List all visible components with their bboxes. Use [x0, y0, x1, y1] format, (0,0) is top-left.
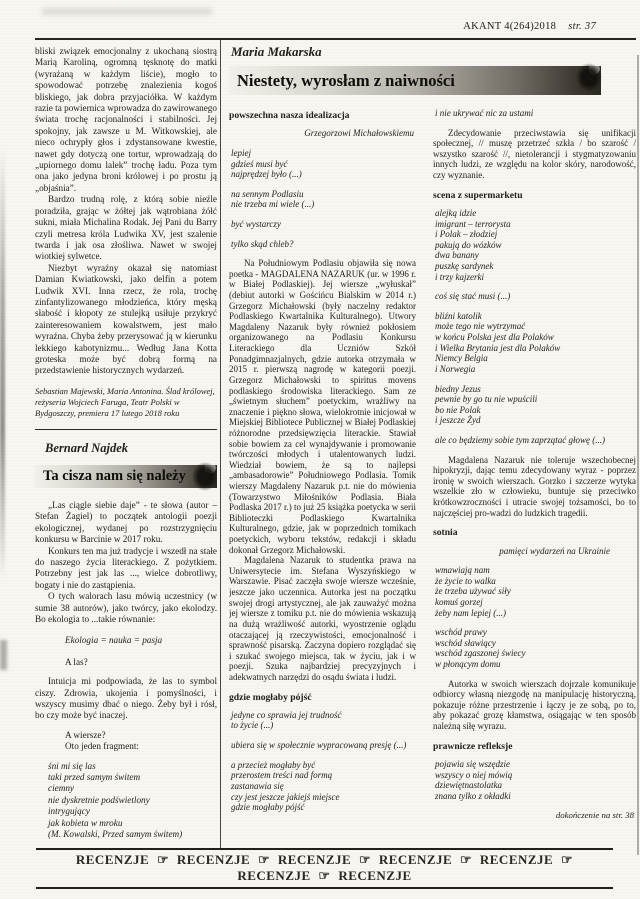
- paragraph: Niezbyt wyraźny okazał się natomiast Damian Kwiatkowski, jako delfin a potem Ludwik XVI. Inna rzecz, że rola, trochę zinfantylizowanego młodzieńca, który męską słabość i kłopoty ze stulejką usiłuje przykryć zainteresowaniem kowalstwem, jest mało wyraźna. Chyba żeby przerysować ją w kierunku lekkiego kabotynizmu... Według Jana Kotta groteska może być dobrą formą na przedstawienie historycznych wydarzeń.: [35, 262, 217, 376]
- poem-line: pojawia się wszędzie: [435, 758, 511, 769]
- question-line: A wiersze?: [65, 729, 106, 740]
- main-column-2: [433, 108, 636, 848]
- theatre-review-body: [35, 46, 217, 377]
- poem-line: to życie (...): [231, 720, 274, 731]
- poem-line: biedny Jezus: [435, 383, 481, 394]
- poem-line: ubiera się w społecznie wypracowaną presję (...): [231, 740, 407, 751]
- poem-line: i nie ukrywać nic za ustami: [435, 108, 534, 118]
- page-number: str. 37: [568, 21, 596, 32]
- article-title: Ta cisza nam się należy: [43, 467, 186, 484]
- paragraph: Autorka w swoich wierszach dojrzale komunikuje odbiorcy własną niezgodę na manipulację historyczną, pokazuje różne przestrzenie i łączy je ze sobą, po to, aby pokazać grozę kłamstwa, osiągając w ten sposób należną siłę wyrazu.: [433, 678, 636, 732]
- poem-line: a przecież mogłaby być: [231, 759, 316, 770]
- poem-line: lepiej: [231, 147, 251, 158]
- poem-line: i Polak – złodziej: [435, 229, 498, 240]
- poem-line: że życie to walka: [435, 575, 496, 586]
- poem-stanza: [435, 627, 636, 669]
- equation-line: Ekologia = nauka = pasja: [65, 635, 163, 646]
- continuation-note: dokończenie na str. 38: [555, 810, 634, 821]
- scan-artifact-lower-smudge: [0, 640, 7, 670]
- paragraph: Intuicja mi podpowiada, że las to symbol ciszy. Zdrowia, ukojenia i pomyślności, i wszyscy musimy dbać o niego. Żeby był i rósł, bo czy może być inaczej.: [35, 676, 217, 721]
- poem-line: zastanawia się: [231, 780, 284, 791]
- poem-line: coś się stać musi (...): [435, 291, 511, 302]
- article-title-bar: [35, 465, 217, 488]
- poem-line: gdzieś musi być: [231, 158, 288, 169]
- paragraph: Konkurs ten ma już tradycje i wszedł na stałe do naszego życia literackiego. Z pożytkiem. Potrzebny jest jak las ..., wielce dobrotliwy, bogaty i nie do zastąpienia.: [35, 545, 217, 590]
- poem-stanza: [435, 384, 636, 426]
- theatre-review-credit: Sebastian Majewski, Maria Antonina. Ślad królowej, reżyseria Wojciech Faruga, Teatr Polski w Bydgoszczy, premiera 17 lutego 2018 roku: [35, 385, 215, 418]
- main-article-title-bar: [229, 66, 601, 95]
- poem-stanza: [231, 760, 416, 813]
- poem-line: może tego nie wytrzymać: [435, 321, 526, 332]
- poem-heading: prawnicze refleksje: [433, 740, 513, 752]
- poem-line: znana tylko z okładki: [435, 790, 511, 801]
- article-author: Bernard Najdek: [45, 441, 128, 456]
- poem-stanza: [435, 208, 636, 282]
- poem-heading: sotnia: [433, 527, 458, 539]
- poem-line: śni mi się las: [48, 760, 96, 771]
- poem-stanza: [435, 311, 636, 375]
- poem-line: przerostem treści nad formą: [231, 770, 333, 781]
- article-separator-rule: [35, 429, 217, 431]
- poem-line: gdzie mogłaby pójść: [231, 802, 305, 813]
- header-rule: [35, 38, 636, 40]
- poem-line: w końcu Polska jest dla Polaków: [435, 332, 554, 343]
- poem-stanza: [231, 148, 416, 180]
- paragraph: Zdecydowanie przeciwstawia się unifikacji społecznej, // muszę przetrzeć szkła / bo szarość / wszystko szarość //, nietolerancji i stygmatyzowaniu innych ludzi, ze względu na kolor skóry, narodowość, czy wyznanie.: [433, 127, 636, 181]
- paragraph: „Las ciągle siebie daje” - te słowa (autor – Stefan Żagiel) to początek antologii poezji ekologicznej, wydanej po rozstrzygnięciu konkursu w Barcinie w 2017 roku.: [35, 499, 217, 545]
- poem-line: wschód prawy: [435, 627, 487, 638]
- poem-stanza: [435, 759, 636, 801]
- poem-line: i trzy kajzerki: [435, 271, 484, 282]
- poem-line: alejką idzie: [435, 207, 477, 218]
- paragraph: Bardzo trudną rolę, z którą sobie nieźle poradziła, grając w żółtej jak wątrobiana żółć sukni, miała Michalina Rodak. Jej Pani du Barry czyli metresa króla Ludwika XV, jest szalenie twarda i jak osa złośliwa. Nawet w swojej wiotkiej sylwetce.: [35, 194, 217, 262]
- poem-line: ale co będziemy sobie tym zaprzątać głowę (...): [435, 434, 605, 445]
- poem-line: i Wielka Brytania jest dla Polaków: [435, 342, 561, 353]
- poem-line: (M. Kowalski, Przed samym świtem): [48, 829, 183, 840]
- poem-line: pewnie by go tu nie wpuścili: [435, 394, 538, 405]
- poem-line: że trzeba używać siły: [435, 586, 511, 597]
- main-article: [229, 44, 636, 848]
- poem-stanza: [435, 435, 636, 446]
- poem-line: ciemny: [48, 783, 75, 794]
- poem-stanza: [231, 189, 416, 210]
- poem-line: bo nie Polak: [435, 404, 481, 415]
- recenzje-text: RECENZJE ☞ RECENZJE ☞ RECENZJE ☞ RECENZJE ☞ RECENZJE ☞ RECENZJE ☞ RECENZJE: [75, 852, 574, 883]
- poem-line: wschód sławiący: [435, 637, 496, 648]
- poem-line: nie dyskretnie podświetlony: [48, 794, 150, 805]
- poem-stanza: [435, 565, 636, 618]
- poem-line: wschód zgaszonej świecy: [435, 648, 526, 659]
- poem-heading: gdzie mogłaby pójść: [229, 691, 312, 703]
- poem-line: puszkę sardynek: [435, 261, 494, 272]
- poem-line: wszyscy o niej mówią: [435, 769, 513, 780]
- main-article-author: Maria Makarska: [231, 44, 322, 59]
- scan-artifact-top-smudge: [42, 8, 212, 15]
- main-article-columns: [229, 108, 636, 848]
- poem-line: intrygujący: [48, 806, 90, 817]
- paragraph: Magdalena Nazaruk nie toleruje wszechobecnej hipokryzji, dając temu zdecydowany wyraz - poprzez ironię w swoich wierszach. Gorzko i szczerze wytyka wszelkie zło w człowieku, buntuje się przeciwko krótkowzroczności i utracie swojej tożsamości, bo to najczęściej pro-wadzi do ludzkich tragedii.: [433, 454, 636, 518]
- poem-line: być wystarczy: [231, 218, 281, 229]
- paragraph: bliski związek emocjonalny z ukochaną siostrą Marią Karoliną, ogromną tęsknotę do matki (wyrażaną w każdym liście), mogło to spowodować potrzebę znalezienia kogoś bliskiego, jak dobra przyjaciółka. W każdym razie ta powiernica wprowadza do zawirowanego świata trochę racjonalności i stabilności. Jej spokojny, jak zawsze u M. Witkowskiej, ale nieco ochrypły głos i zdystansowane kwestie, nawet gdy dotyczą one tortur, wprowadzają do „upiornego domu lalek” trochę ładu. Poza tym ona jako jedyna broni królowej i po prostu ją „objaśnia”.: [35, 46, 217, 193]
- paragraph: O tych walorach lasu mówią uczestnicy (w sumie 38 autorów), jako twórcy, jako ekolodzy. Bo ekologia to ...takie równanie:: [35, 591, 217, 624]
- recenzje-banner: [36, 848, 613, 889]
- journal-title: AKANT 4(264)2018: [463, 21, 557, 32]
- poem-line: i jeszcze Żyd: [435, 415, 481, 426]
- left-column: [35, 46, 217, 848]
- paragraph: Magdalena Nazaruk to studentka prawa na Uniwersytecie im. Stefana Wyszyńskiego w Warszawie. Pisać zaczęła swoje wiersze wcześnie, jeszcze jako uczennica. Autorka jest na początku swojej drogi artystycznej, ale jak zauważyć można jej wiersze z tomiku p.t. nie do mówienia wskazują na dużą wrażliwość autorki, wyostrzenie oglądu otaczającej ją rzeczywistości, emocjonalność i sprawność pisarską. Zaczyna dopiero rozglądać się i szukać swojego miejsca, tak w życiu, jak i w poezji. Szuka najbardziej precyzyjnych i adekwatnych narzędzi do osądu świata i ludzi.: [229, 555, 416, 682]
- poem-line: czy jest jeszcze jakiejś miejsce: [231, 791, 340, 802]
- poem-line: w płonącym domu: [435, 659, 501, 669]
- main-article-title: Niestety, wyrosłam z naiwności: [237, 71, 455, 90]
- poem-stanza: [231, 740, 416, 751]
- poem-line: najprędzej było (...): [231, 169, 302, 180]
- main-column-1: [229, 108, 416, 848]
- poem-line: Niemcy Belgia: [435, 353, 488, 364]
- poem-fragment: [48, 761, 217, 841]
- poem-line: jak kobieta w mroku: [48, 817, 123, 828]
- poem-line: pakują do wózków: [435, 239, 502, 250]
- poem-heading: powszechna nasza idealizacja: [229, 110, 350, 121]
- poem-stanza: [231, 239, 416, 250]
- poem-stanza: [231, 710, 416, 731]
- question-line: Oto jeden fragment:: [65, 741, 139, 752]
- poem-line: jedyne co sprawia jej trudność: [231, 709, 342, 720]
- poem-line: dziewiętnastolatka: [435, 780, 502, 791]
- poem-stanza: [435, 291, 636, 302]
- poem-line: dwa banany: [435, 250, 479, 261]
- dedication: Grzegorzowi Michałowskiemu: [304, 128, 414, 139]
- poem-line: na sennym Podlasiu: [231, 188, 304, 199]
- poem-line: wmawiają nam: [435, 565, 490, 576]
- poem-line: bliźni katolik: [435, 310, 482, 321]
- scan-artifact-left-edge: [0, 150, 5, 580]
- poem-line: tylko skąd chleb?: [231, 238, 294, 249]
- scan-edge-line: [637, 55, 639, 855]
- poem-line: żeby nam lepiej (...): [435, 607, 506, 618]
- dedication: pamięci wydarzeń na Ukrainie: [499, 545, 610, 556]
- poem-stanza: [231, 219, 416, 230]
- poem-line: nie trzeba mi wiele (...): [231, 199, 315, 210]
- poem-line: imigrant – terrorysta: [435, 218, 511, 229]
- question-line: A las?: [65, 656, 88, 667]
- poem-line: taki przed samym świtem: [48, 772, 141, 783]
- poem-stanza: [435, 108, 636, 119]
- page-header: [463, 21, 596, 32]
- column-divider-rule: [220, 40, 221, 850]
- paragraph: Na Południowym Podlasiu objawiła się nowa poetka - MAGDALENA NAZARUK (ur. w 1996 r. w Białej Podlaskiej). Jej wiersze „wyłuskał” (debiut autorki w Gościńcu Bialskim w 2014 r.) Grzegorz Michałowski (były naczelny redaktor Podlaskiego Kwartalnika Kulturalnego). Utwory Magdaleny Nazaruk były również pokłosiem organizowanego na Podlasiu Konkursu Literackiego dla Uczniów Szkół Ponadgimnazjalnych, gdzie autorka otrzymała w 2015 r. pierwszą nagrodę w kategorii poezji. Grzegorz Michałowski to spiritus movens podlaskiego środowiska literackiego. Sam ze „świetnym słuchem” poetyckim, wrażliwy na znaczenie i piękno słowa, wielokrotnie inicjował w Miejskiej Bibliotece Publicznej w Białej Podlaskiej różnorodne przedsięwzięcia literackie. Stawiał sobie bowiem za cel wynajdywanie i promowanie twórczości młodych i utalentowanych ludzi. Wiedział bowiem, że są to najlepsi „ambasadorowie” Południowego Podlasia. Tomik wierszy Magdaleny Nazaruk p.t. nie do mówienia (Towarzystwo Miłośników Podlasia. Biała Podlaska 2017 r.) to już 25 książka poetycka w serii Biblioteczki Podlaskiego Kwartalnika Kulturalnego, gdzie, jak w poprzednich tomikach poetyckich, wyboru tekstów, redakcji i składu dokonał Grzegorz Michałowski.: [229, 258, 416, 555]
- poem-line: i Norwegia: [435, 363, 476, 374]
- poem-heading: scena z supermarketu: [433, 189, 523, 201]
- forest-review-body: [35, 500, 217, 625]
- poem-line: komuś gorzej: [435, 596, 483, 607]
